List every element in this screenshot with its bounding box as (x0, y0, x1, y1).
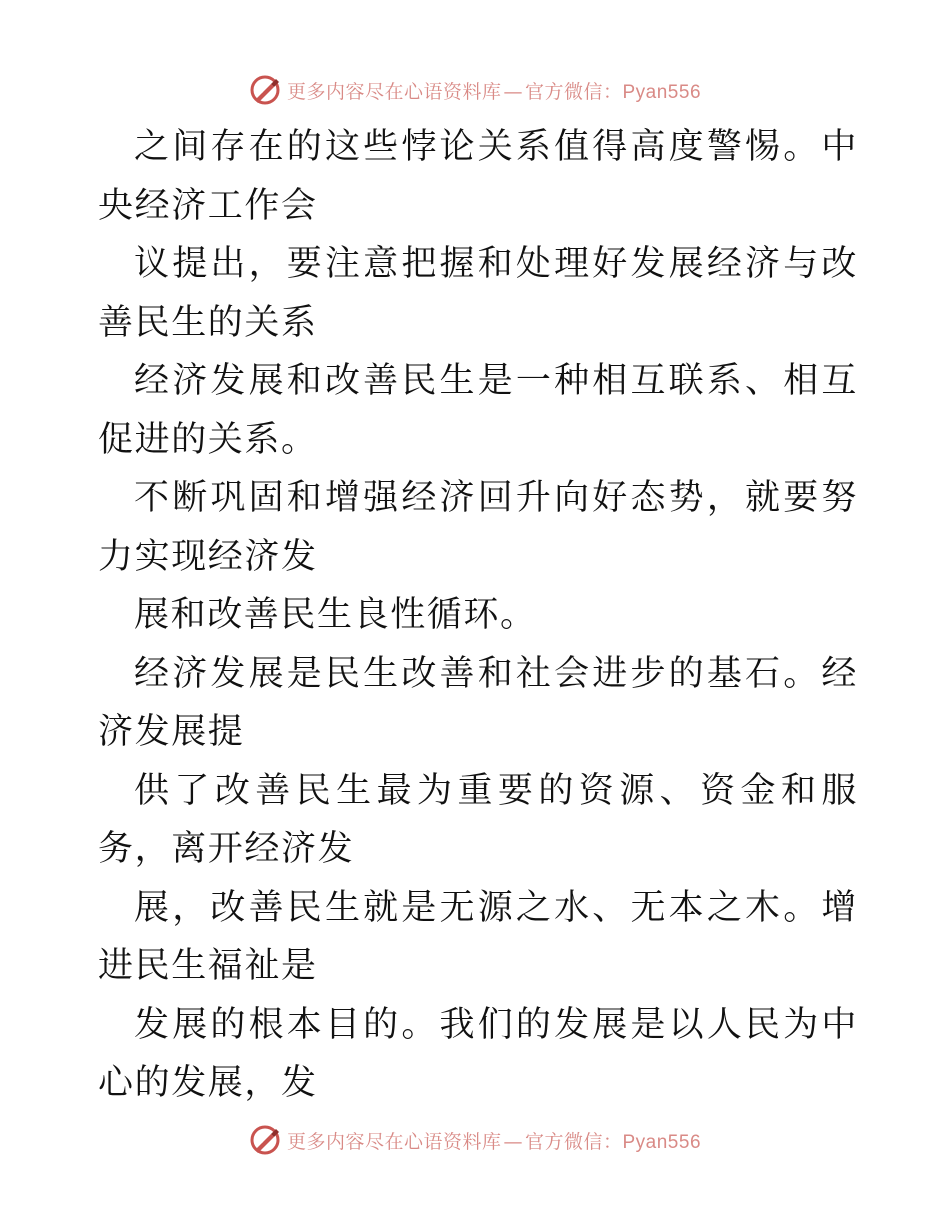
watermark-site-text: 更多内容尽在心语资料库 (286, 80, 502, 103)
paragraph: 展和改善民生良性循环。 (134, 595, 537, 635)
watermark-wechat-id: Pyan556 (622, 1131, 702, 1153)
watermark-official-label: 官方微信： (524, 1130, 623, 1153)
document-body (98, 118, 858, 1113)
watermark-separator: — (503, 80, 523, 103)
watermark-separator: — (503, 1130, 523, 1153)
paragraph: 之间存在的这些悖论关系值得高度警惕。中央经济工作会 (98, 127, 858, 226)
paragraph: 经济发展和改善民生是一种相互联系、相互促进的关系。 (98, 361, 858, 460)
paragraph: 发展的根本目的。我们的发展是以人民为中心的发展，发 (98, 1004, 858, 1103)
paragraph: 经济发展是民生改善和社会进步的基石。经济发展提 (98, 653, 858, 752)
paragraph: 供了改善民生最为重要的资源、资金和服务，离开经济发 (98, 770, 858, 869)
paragraph: 展，改善民生就是无源之水、无本之木。增进民生福祉是 (98, 887, 858, 986)
watermark-wechat-id: Pyan556 (622, 81, 702, 103)
paragraph: 不断巩固和增强经济回升向好态势，就要努力实现经济发 (98, 478, 858, 577)
pen-logo-icon (249, 74, 281, 106)
header-watermark (0, 70, 950, 110)
watermark-site-text: 更多内容尽在心语资料库 (286, 1130, 502, 1153)
paragraph: 议提出，要注意把握和处理好发展经济与改善民生的关系 (98, 244, 858, 343)
pen-logo-icon (249, 1124, 281, 1156)
watermark-official-label: 官方微信： (524, 80, 623, 103)
footer-watermark (0, 1120, 950, 1160)
